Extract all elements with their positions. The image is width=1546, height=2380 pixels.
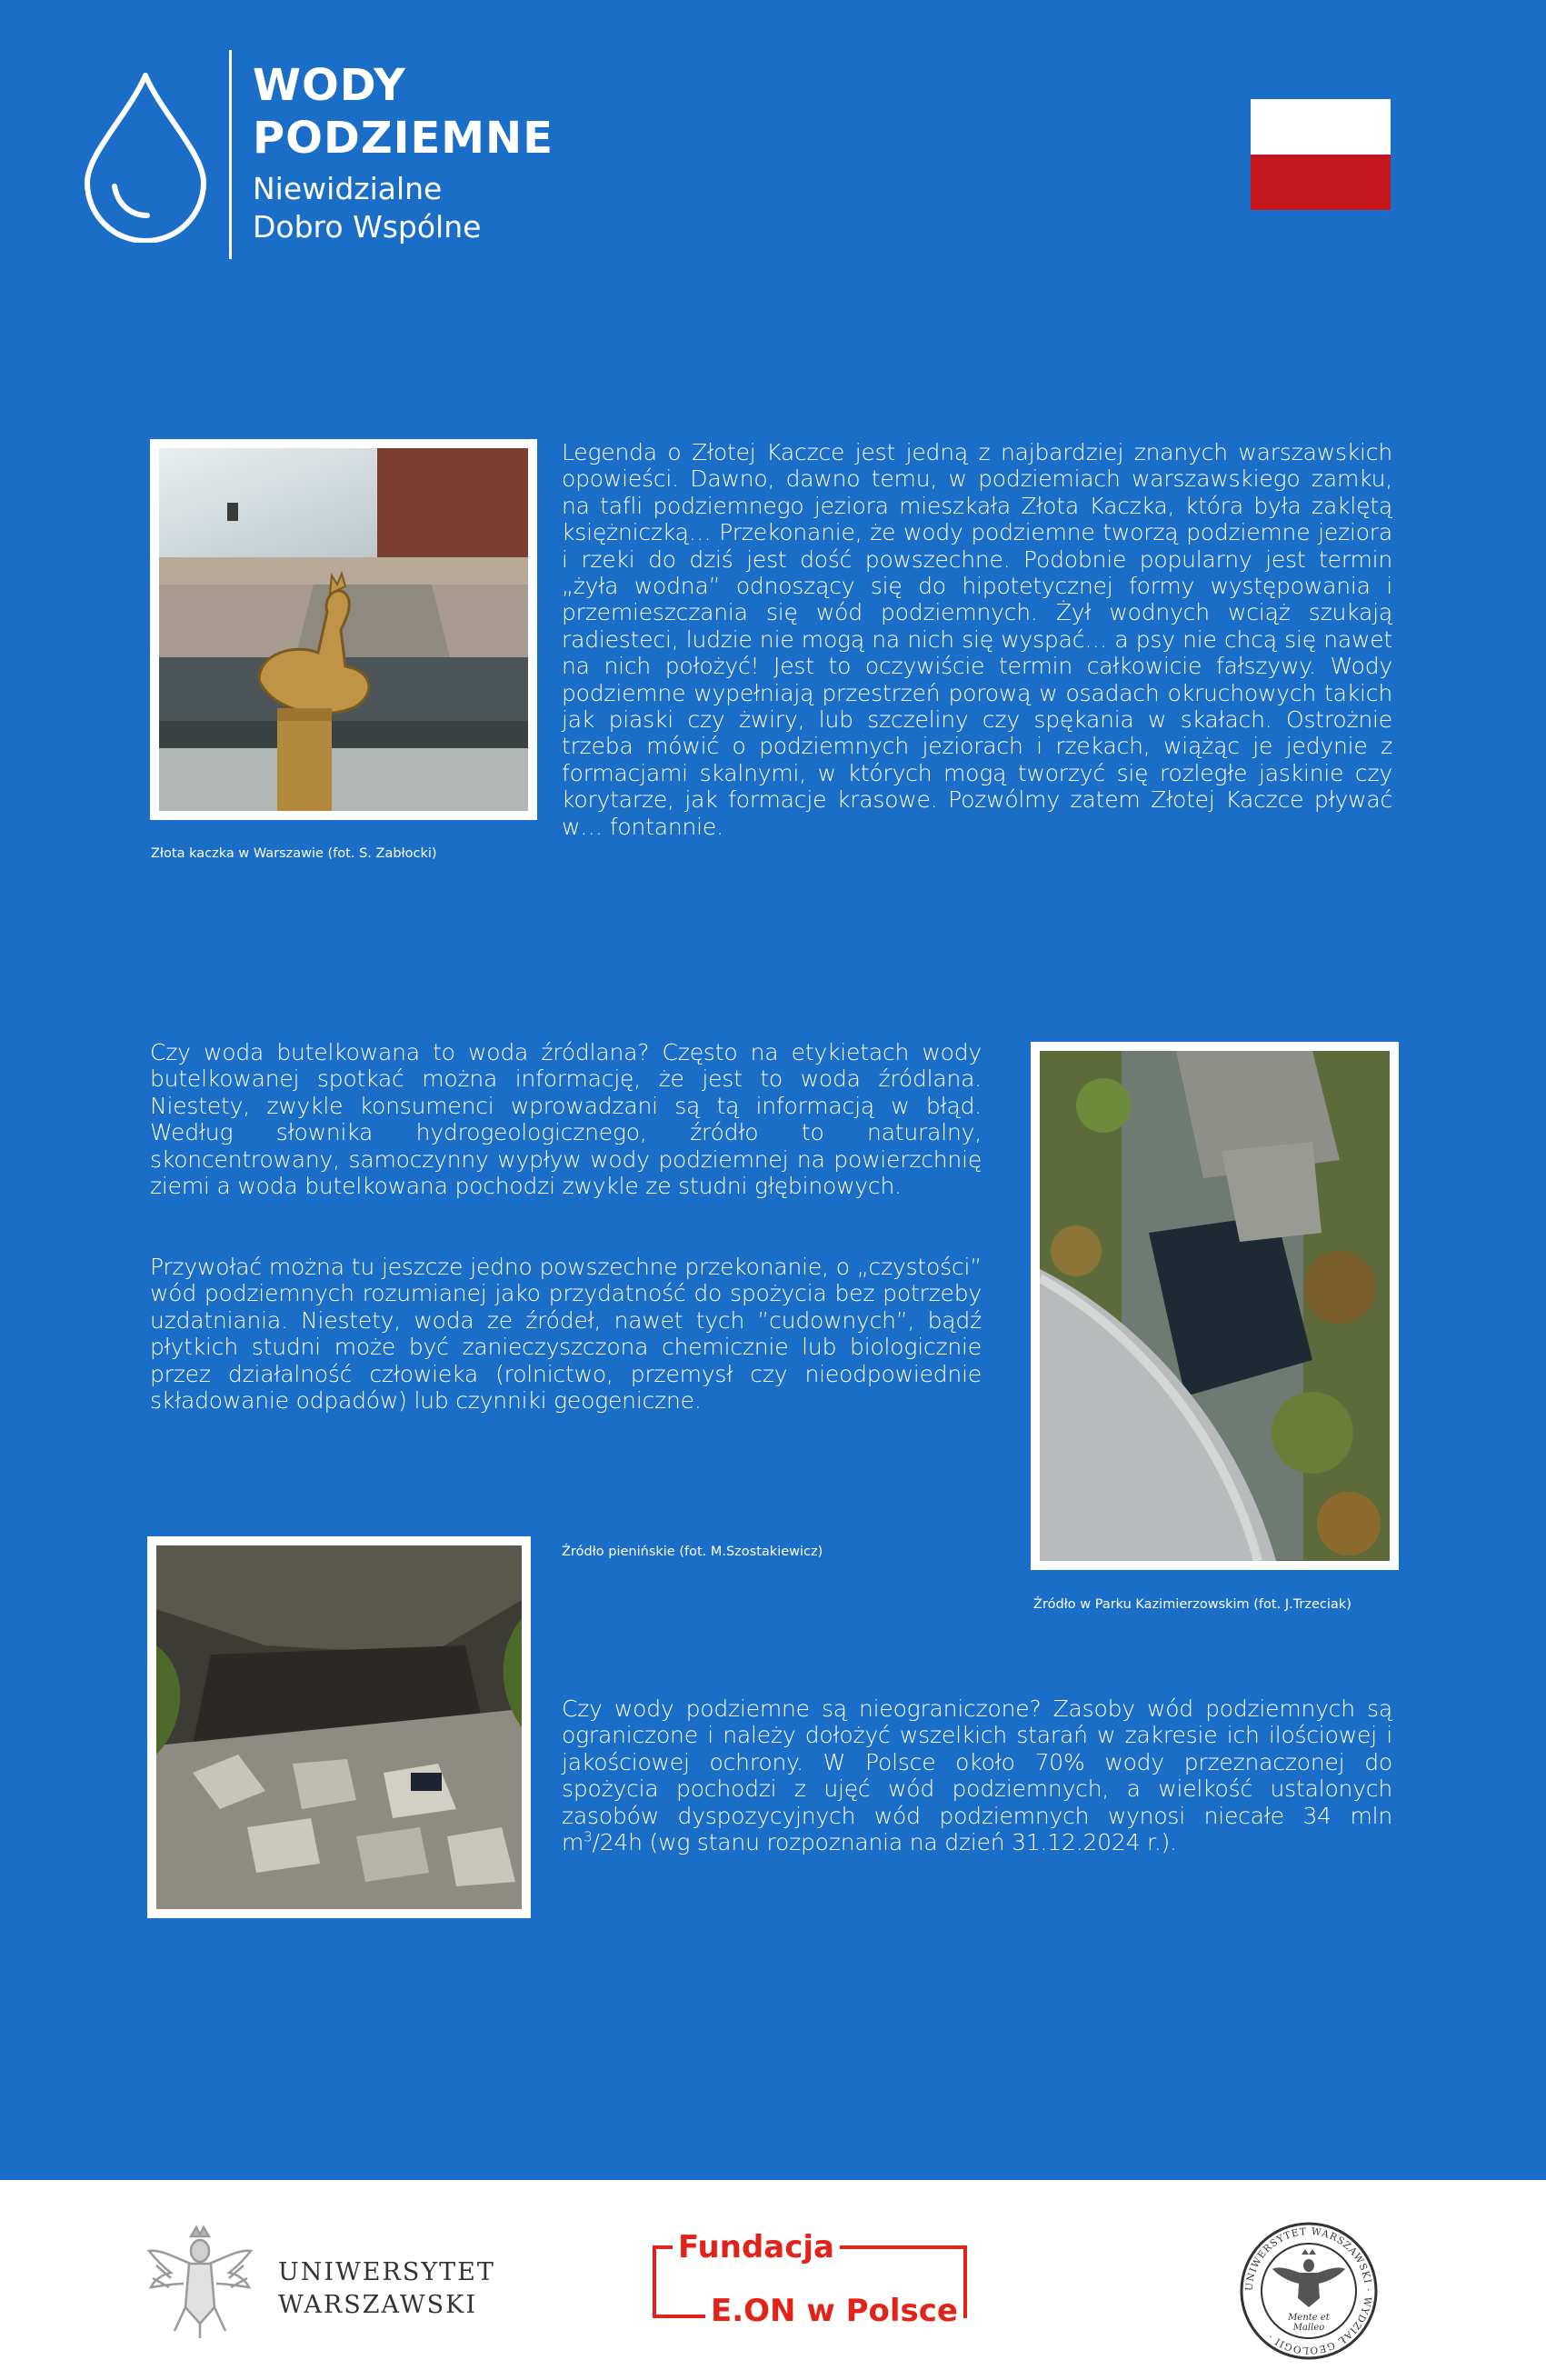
superscript-3: 3 [583,1828,593,1845]
pieniny-spring-image [156,1545,522,1909]
water-drop-icon [82,70,209,243]
uw-wordmark [278,2256,495,2322]
seal-motto-line-2: Malleo [1292,2323,1325,2333]
eagle-crest-icon [144,2224,257,2342]
caption-golden-duck: Złota kaczka w Warszawie (fot. S. Zabłocki) [151,846,437,861]
caption-park-spring: Źródło w Parku Kazimierzowskim (fot. J.Trzeciak) [1033,1597,1352,1612]
caption-pieniny-spring: Źródło pienińskie (fot. M.Szostakiewicz) [562,1545,823,1559]
brand-header [82,50,554,259]
paragraph-bottled-water-1: Czy woda butelkowana to woda źródlana? Często na etykietach wody butelkowanej spotkać można informację, że jest to woda źródlana. Niestety, zwykle konsumenci wprowadzani są tą informacją w błąd. Według słownika hydrogeologicznego, źródło to naturalny, skoncentrowany, samoczynny wypływ wody podziemnej na powierzchnię ziemi a woda butelkowana pochodzi zwykle ze studni głębinowych. [150,1039,982,1200]
uw-name-line-2: WARSZAWSKI [278,2291,477,2319]
subtitle-line-2: Dobro Wspólne [253,209,482,245]
photo-golden-duck [150,439,537,820]
eon-line-1: Fundacja [673,2229,840,2265]
park-spring-image [1040,1051,1390,1561]
resources-text-main: Czy wody podziemne są nieograniczone? Zasoby wód podziemnych są ograniczone i należy dołożyć wszelkich starań w zakresie ich ilościowej i jakościowej ochrony. W Polsce około 70% wody przeznaczonej do spożycia pochodzi z ujęć wód podziemnych, a wielkość ustalonych zasobów dyspozycyjnych wód podziemnych wynosi niecałe 34 mln m [562,1695,1392,1856]
flag-red-stripe [1251,155,1391,210]
golden-duck-image [159,448,528,811]
title-line-2: PODZIEMNE [253,113,554,164]
seal-motto-line-1: Mente et [1288,2313,1330,2323]
photo-pieniny-spring [147,1536,531,1918]
flag-white-stripe [1251,99,1391,155]
page-subtitle [253,170,481,246]
title-line-1: WODY [253,60,406,111]
uw-name-line-1: UNIWERSYTET [278,2258,495,2286]
photo-park-spring [1031,1042,1399,1570]
paragraph-bottled-water-2: Przywołać można tu jeszcze jedno powszechne przekonanie, o „czystości” wód podziemnych rozumianej jako przydatność do spożycia bez potrzeby uzdatniania. Niestety, woda ze źródeł, nawet tych ”cudownych”, bądź płytkich studni może być zanieczyszczona chemicznie lub biologicznie przez działalność człowieka (rolnictwo, przemysł czy nieodpowiednie składowanie odpadów) lub czynniki geogeniczne. [150,1254,982,1415]
resources-text-end: /24h (wg stanu rozpoznania na dzień 31.12.2024 r.). [592,1829,1177,1856]
footer-logos [0,2180,1546,2380]
uw-logo [144,2224,495,2342]
polish-flag [1251,99,1391,210]
subtitle-line-1: Niewidzialne [253,171,443,206]
faculty-of-geology-seal [1236,2218,1381,2364]
eon-line-2: E.ON w Polsce [705,2293,963,2329]
page-title [253,59,554,165]
brand-divider [229,50,232,259]
seal-ring-text: UNIWERSYTET WARSZAWSKI · WYDZIAŁ GEOLOGII · [1243,2225,1374,2356]
paragraph-golden-duck: Legenda o Złotej Kaczce jest jedną z najbardziej znanych warszawskich opowieści. Dawno, dawno temu, w podziemiach warszawskiego zamku, na tafli podziemnego jeziora mieszkała Złota Kaczka, która była zaklętą księżniczką… Przekonanie, że wody podziemne tworzą podziemne jeziora i rzeki do dziś jest dość powszechne. Podobnie popularny jest termin „żyła wodna” odnoszący się do hipotetycznej formy występowania i przemieszczania się wód podziemnych. Żył wodnych wciąż szukają radiesteci, ludzie nie mogą na nich się wyspać… a psy nie chcą się nawet na nich położyć! Jest to oczywiście termin całkowicie fałszywy. Wody podziemne wypełniają przestrzeń porową w osadach okruchowych takich jak piaski czy żwiry, lub szczeliny czy spękania w skałach. Ostrożnie trzeba mówić o podziemnych jeziorach i rzekach, wiążąc je jedynie z formacjami skalnymi, w których mogą tworzyć się rozległe jaskinie czy korytarze, jak formacje krasowe. Pozwólmy zatem Złotej Kaczce pływać w… fontannie. [562,439,1392,840]
paragraph-groundwater-resources [562,1695,1392,1855]
eon-foundation-logo [649,2225,971,2344]
